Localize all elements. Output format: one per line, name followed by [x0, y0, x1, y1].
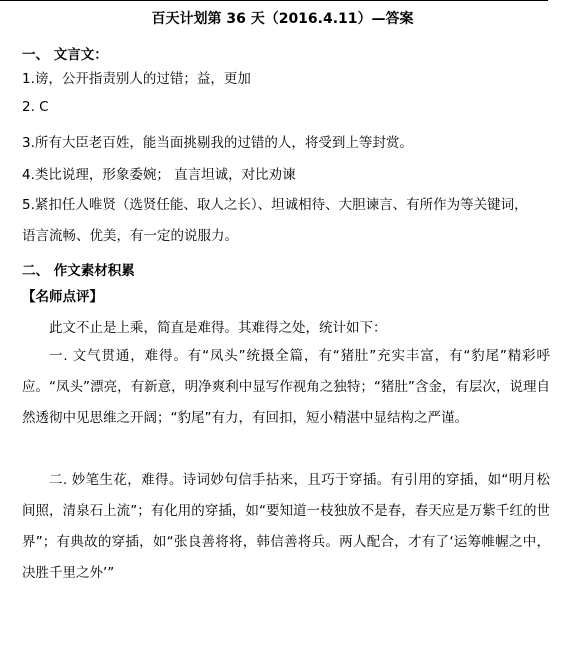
section-heading-classical: 一、 文言文：	[22, 47, 108, 63]
answer-3: 3.所有大臣老百姓，能当面挑剔我的过错的人，将受到上等封赏。	[22, 135, 413, 151]
page-title: 百天计划第 36 天（2016.4.11）—答案	[151, 11, 414, 27]
answer-5: 5.紧扣任人唯贤（选贤任能、取人之长）、坦诚相待、大胆谏言、有所作为等关键词，	[22, 197, 528, 213]
review-intro: 此文不止是上乘，简直是难得。其难得之处，统计如下：	[49, 320, 387, 336]
teacher-review-heading: 【名师点评】	[22, 289, 103, 305]
review-paragraph-1: 一. 文气贯通，难得。有“凤头”统摄全篇，有“猪肚”充实丰富，有“豹尾”精彩呼应。“凤头”漂亮，有新意，明净爽利中显写作视角之独特；“猪肚”含金，有层次，说理自然透彻中见思维之开阔；“豹尾”有力，有回扣，短小精湛中显结构之严谨。	[22, 348, 550, 426]
answer-2: 2. C	[22, 99, 49, 115]
top-rule	[0, 0, 548, 1]
answer-5-continued: 语言流畅、优美，有一定的说服力。	[22, 228, 238, 244]
review-paragraph-2: 二. 妙笔生花，难得。诗词妙句信手拈来，且巧于穿插。有引用的穿插，如“明月松间照，清泉石上流”；有化用的穿插，如“要知道一枝独放不是春，春天应是万紫千红的世界”；有典故的穿插，如“张良善将将，韩信善将兵。两人配合，才有了‘运筹帷幄之中，决胜千里之外’”	[22, 472, 550, 581]
section-heading-essay: 二、 作文素材积累	[22, 263, 135, 279]
answer-4: 4.类比说理，形象委婉； 直言坦诚，对比劝谏	[22, 167, 296, 183]
answer-1: 1.谤，公开指责别人的过错；益，更加	[22, 71, 251, 87]
